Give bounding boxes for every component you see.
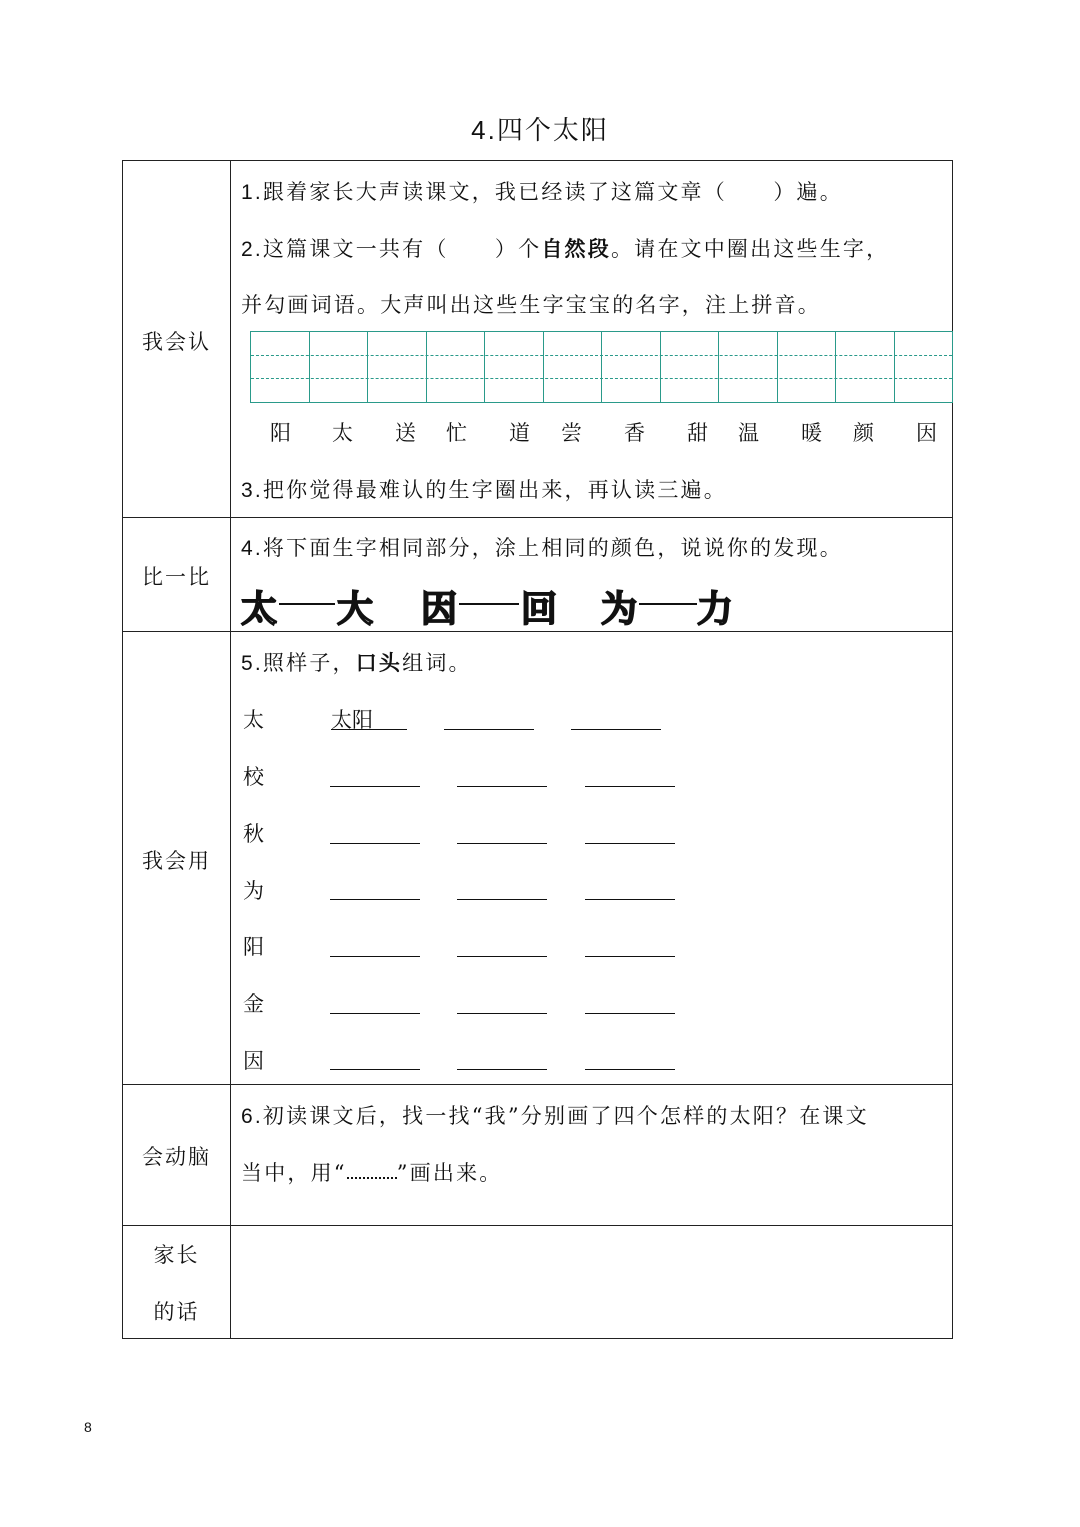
- word-char: 太: [243, 708, 264, 732]
- new-char: 温: [738, 421, 759, 445]
- new-char: 道: [509, 421, 530, 445]
- outline-char[interactable]: 大: [337, 589, 374, 630]
- q6-text: 初读课文后，找一找“我”分别画了四个怎样的太阳？在课文: [262, 1104, 869, 1128]
- answer-blank[interactable]: [330, 899, 420, 900]
- parent-comment-area[interactable]: [233, 1229, 951, 1337]
- answer-blank[interactable]: [457, 1013, 547, 1014]
- row-divider: [123, 1225, 952, 1226]
- label-parent-line1: 家长: [153, 1243, 200, 1267]
- answer-blank[interactable]: [585, 899, 675, 900]
- question-5: [241, 647, 472, 677]
- worksheet-table: [122, 160, 953, 1339]
- q3-text: 把你觉得最难认的生字圈出来，再认读三遍。: [262, 478, 727, 502]
- compare-pairs: [241, 581, 941, 629]
- q5-number: 5.: [241, 652, 263, 675]
- answer-blank[interactable]: [457, 786, 547, 787]
- label-compare: 比一比: [142, 565, 211, 589]
- new-char: 送: [395, 421, 416, 445]
- answer-blank[interactable]: [585, 1013, 675, 1014]
- q5-text-pre: 照样子，: [262, 651, 356, 675]
- answer-blank[interactable]: [457, 1069, 547, 1070]
- question-1: [241, 176, 843, 206]
- answer-blank[interactable]: [585, 786, 675, 787]
- outline-char[interactable]: 为: [601, 589, 638, 630]
- title-text: 四个太阳: [496, 116, 609, 146]
- page-title: [0, 110, 1080, 147]
- grid-cell[interactable]: [310, 332, 369, 402]
- new-char: 因: [916, 421, 937, 445]
- question-4: [241, 532, 843, 562]
- example-word: 太阳: [331, 708, 373, 732]
- new-char: 暖: [801, 421, 822, 445]
- page-number: 8: [84, 1419, 92, 1435]
- q6-line2-post: ”画出来。: [396, 1161, 503, 1185]
- q6-number: 6.: [241, 1105, 263, 1128]
- answer-blank[interactable]: [330, 786, 420, 787]
- answer-blank[interactable]: [444, 729, 534, 730]
- new-char: 太: [332, 421, 353, 445]
- q2-bold: 自然段: [541, 236, 611, 261]
- new-char: 阳: [270, 421, 291, 445]
- q4-number: 4.: [241, 537, 263, 560]
- outline-char[interactable]: 力: [697, 589, 734, 630]
- grid-cell[interactable]: [427, 332, 486, 402]
- new-char: 尝: [561, 421, 582, 445]
- new-char: 忙: [446, 421, 467, 445]
- answer-blank[interactable]: [330, 1013, 420, 1014]
- question-3: [241, 474, 727, 504]
- row-divider: [123, 1084, 952, 1085]
- answer-blank[interactable]: [585, 843, 675, 844]
- outline-char[interactable]: 因: [421, 589, 458, 630]
- answer-blank[interactable]: [457, 843, 547, 844]
- word-char: 金: [243, 992, 264, 1016]
- answer-blank[interactable]: [585, 956, 675, 957]
- pair-dash: [279, 603, 335, 605]
- answer-blank[interactable]: [457, 956, 547, 957]
- grid-cell[interactable]: [251, 332, 310, 402]
- new-char: 颜: [853, 421, 874, 445]
- grid-cell[interactable]: [485, 332, 544, 402]
- answer-blank[interactable]: [330, 1069, 420, 1070]
- grid-cell[interactable]: [836, 332, 895, 402]
- grid-cell[interactable]: [602, 332, 661, 402]
- outline-char[interactable]: 回: [521, 589, 558, 630]
- q3-number: 3.: [241, 479, 263, 502]
- q1-text: 跟着家长大声读课文，我已经读了这篇文章（ ）遍。: [262, 180, 843, 204]
- word-char: 因: [243, 1049, 264, 1073]
- grid-cell[interactable]: [719, 332, 778, 402]
- pair-dash: [639, 603, 697, 605]
- label-use: 我会用: [142, 849, 211, 873]
- answer-blank[interactable]: [571, 729, 661, 730]
- grid-cell[interactable]: [544, 332, 603, 402]
- answer-blank[interactable]: [585, 1069, 675, 1070]
- q5-text-post: 组词。: [402, 651, 472, 675]
- grid-cell[interactable]: [368, 332, 427, 402]
- q2-text-post: 。请在文中圈出这些生字，: [610, 237, 890, 261]
- label-think: 会动脑: [142, 1145, 211, 1169]
- word-char: 为: [243, 879, 264, 903]
- question-2-line2: 并勾画词语。大声叫出这些生字宝宝的名字，注上拼音。: [241, 293, 821, 317]
- row-divider: [123, 517, 952, 518]
- word-char: 阳: [243, 935, 264, 959]
- wavy-line-sample: [347, 1171, 397, 1179]
- outline-char[interactable]: 太: [241, 589, 278, 630]
- label-parent-line2: 的话: [153, 1300, 200, 1324]
- question-6-line2: [241, 1157, 503, 1187]
- question-2: [241, 233, 889, 263]
- q2-text-pre: 这篇课文一共有（ ）个: [262, 237, 542, 261]
- new-char: 甜: [687, 421, 708, 445]
- q5-bold: 口头: [355, 650, 403, 675]
- q2-number: 2.: [241, 238, 263, 261]
- q6-line2-pre: 当中，用“: [241, 1161, 347, 1185]
- grid-cell[interactable]: [661, 332, 720, 402]
- word-char: 校: [243, 765, 264, 789]
- q4-text: 将下面生字相同部分，涂上相同的颜色，说说你的发现。: [262, 536, 843, 560]
- answer-blank[interactable]: [330, 843, 420, 844]
- title-number: 4.: [471, 115, 497, 145]
- q1-number: 1.: [241, 181, 263, 204]
- new-char: 香: [624, 421, 645, 445]
- pair-dash: [459, 603, 519, 605]
- tianzige-grid: [250, 331, 953, 403]
- answer-blank[interactable]: [330, 956, 420, 957]
- question-6: [241, 1100, 869, 1130]
- answer-blank[interactable]: [457, 899, 547, 900]
- example-underline: [331, 729, 407, 730]
- grid-cell[interactable]: [895, 332, 953, 402]
- word-char: 秋: [243, 822, 264, 846]
- grid-cell[interactable]: [778, 332, 837, 402]
- column-divider: [230, 161, 231, 1338]
- label-recognize: 我会认: [142, 330, 211, 354]
